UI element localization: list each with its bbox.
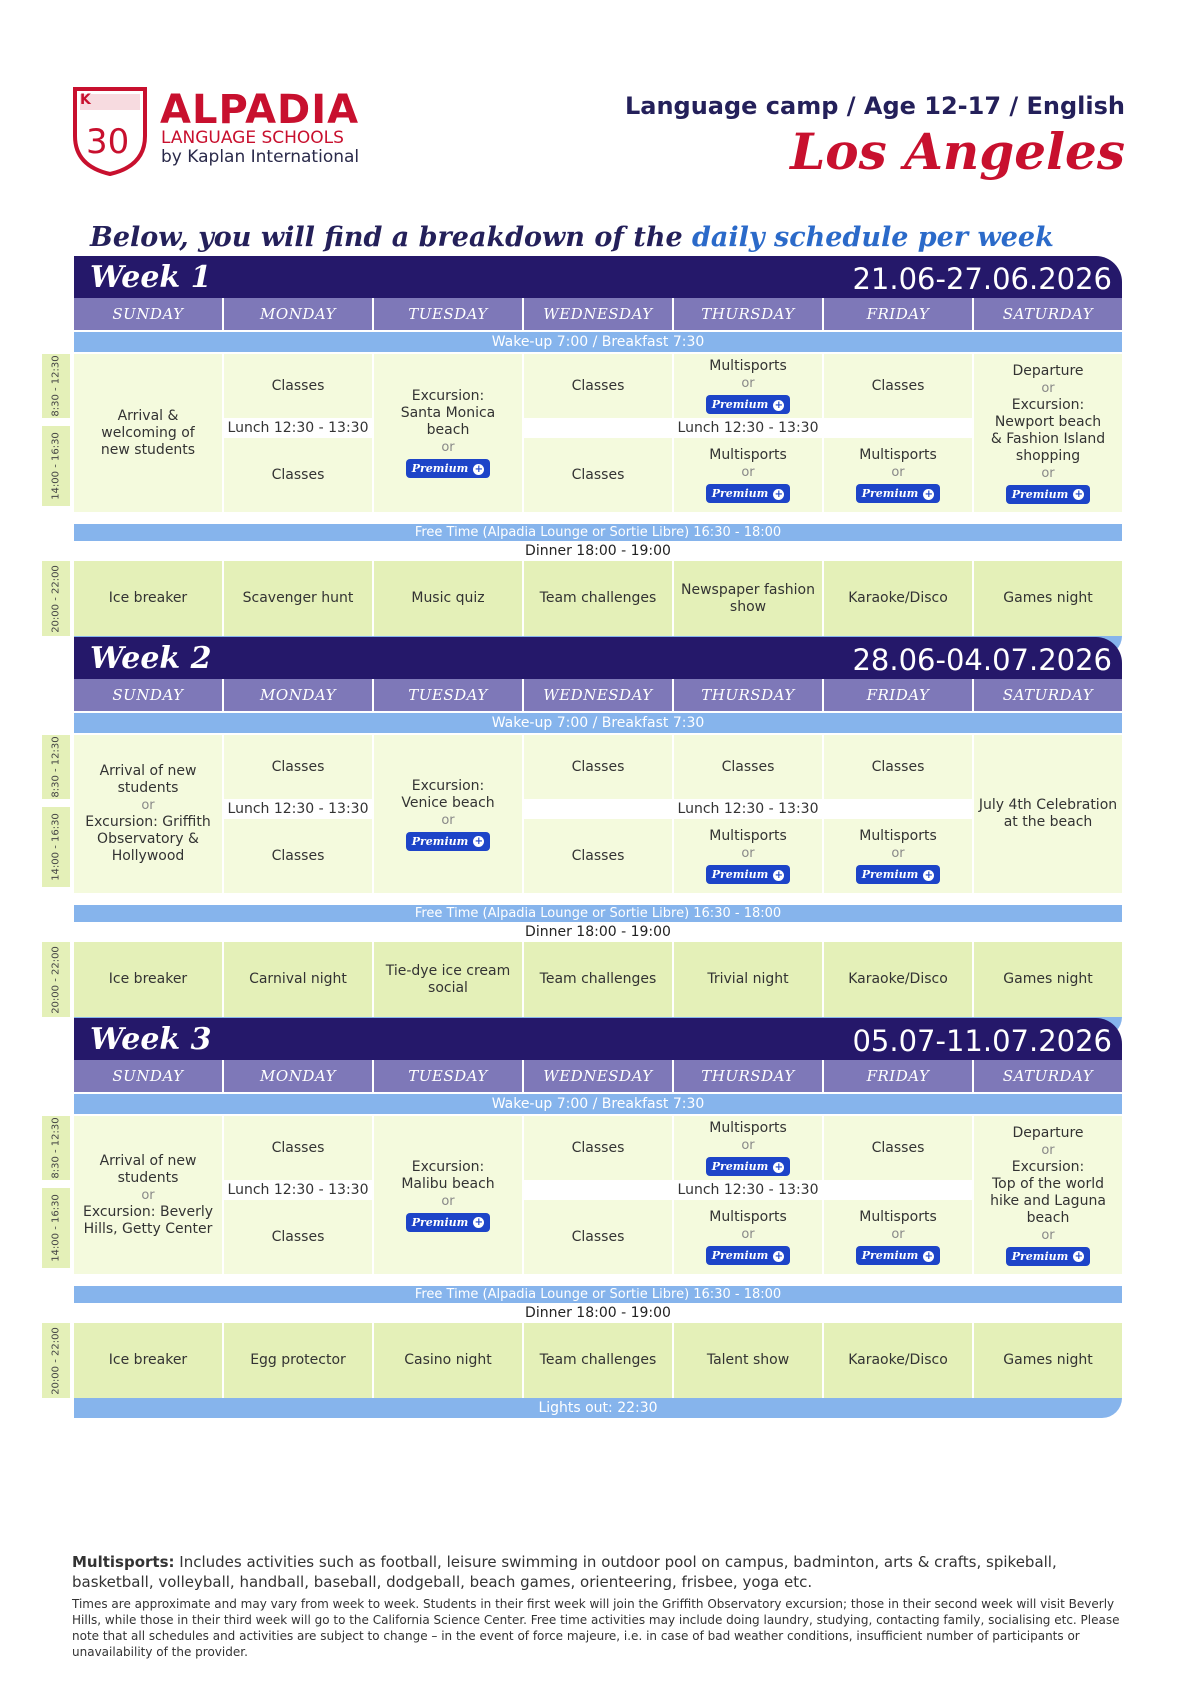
day-header-wednesday: WEDNESDAY xyxy=(524,1060,672,1092)
thursday-pm-cell xyxy=(674,819,822,893)
multisports-label: Multisports xyxy=(709,1120,787,1136)
day-header-thursday: THURSDAY xyxy=(674,1060,822,1092)
saturday-line: Top of the world xyxy=(992,1175,1104,1192)
monday-pm-cell xyxy=(224,819,372,893)
sunday-line: Hollywood xyxy=(111,848,185,864)
multisports-label: Multisports xyxy=(859,447,937,463)
classes-label: Classes xyxy=(271,466,325,483)
premium-badge[interactable] xyxy=(706,1246,791,1265)
plus-icon: + xyxy=(474,1217,483,1228)
lunch-label: Lunch 12:30 - 13:30 xyxy=(227,1182,369,1198)
day-header-sunday: SUNDAY xyxy=(74,1060,222,1092)
premium-label: Premium xyxy=(711,398,769,411)
evening-activity: Trivial night xyxy=(674,942,822,1017)
classes-label: Classes xyxy=(271,377,325,394)
plus-icon: + xyxy=(924,488,933,500)
premium-label: Premium xyxy=(411,462,469,475)
saturday-line: Excursion: xyxy=(1011,396,1085,413)
tuesday-line: Venice beach xyxy=(401,794,495,811)
or-label: or xyxy=(741,1227,755,1242)
free-time-band: Free Time (Alpadia Lounge or Sortie Libre) 16:30 - 18:00 xyxy=(74,524,1122,541)
day-header-monday: MONDAY xyxy=(224,1060,372,1092)
day-header-saturday: SATURDAY xyxy=(974,679,1122,711)
city-title: Los Angeles xyxy=(790,122,1125,181)
premium-badge[interactable] xyxy=(706,484,791,503)
fine-print: Times are approximate and may vary from week to week. Students in their first week will join the Griffith Observatory excursion; those in their second week will visit Beverly Hills, while those in their third week will go to the California Science Center. Free time activities may include doing laundry, studying, contacting family, socialising etc. Please note that all schedules and activities are subject to change – in the event of force majeure, i.e. in case of bad weather conditions, insufficient number of participants or unavailability of the provider. xyxy=(72,1597,1120,1659)
week-title: Week 2 xyxy=(90,641,212,676)
time-text: 8:30 - 12:30 xyxy=(50,736,62,798)
logo-byline: by Kaplan International xyxy=(161,147,360,167)
lunch-label: Lunch 12:30 - 13:30 xyxy=(677,801,819,817)
multisports-note xyxy=(72,1552,1122,1592)
premium-label: Premium xyxy=(861,868,919,881)
evening-activity: Team challenges xyxy=(524,561,672,636)
or-label: or xyxy=(891,1227,905,1242)
wednesday-am-cell xyxy=(524,1116,672,1180)
week-title: Week 1 xyxy=(90,260,212,295)
week-dates: 28.06-04.07.2026 xyxy=(852,643,1112,677)
dinner-label: Dinner 18:00 - 19:00 xyxy=(525,543,671,559)
plus-icon: + xyxy=(774,869,783,881)
friday-am-cell xyxy=(824,735,972,799)
wednesday-am-cell xyxy=(524,354,672,418)
or-label: or xyxy=(1041,1227,1055,1243)
lunch-label: Lunch 12:30 - 13:30 xyxy=(677,420,819,436)
time-label xyxy=(42,426,70,506)
time-text: 20:00 - 22:00 xyxy=(50,564,62,633)
premium-badge[interactable] xyxy=(706,865,791,884)
intro-heading xyxy=(90,222,1054,253)
wednesday-am-cell xyxy=(524,735,672,799)
saturday-cell xyxy=(974,735,1122,893)
logo-brand: ALPADIA xyxy=(160,87,360,133)
day-header-friday: FRIDAY xyxy=(824,679,972,711)
monday-am-cell xyxy=(224,1116,372,1180)
classes-label: Classes xyxy=(871,1139,925,1156)
premium-badge[interactable] xyxy=(406,1213,491,1232)
evening-row xyxy=(74,561,1122,636)
classes-label: Classes xyxy=(721,758,775,775)
sunday-line: new students xyxy=(100,441,196,458)
friday-am-cell xyxy=(824,354,972,418)
wake-up-band: Wake-up 7:00 / Breakfast 7:30 xyxy=(74,1094,1122,1114)
day-headers xyxy=(74,679,1122,711)
saturday-line: shopping xyxy=(1015,447,1081,464)
logo-tagline: LANGUAGE SCHOOLS xyxy=(161,128,344,148)
sunday-line: Observatory & xyxy=(97,831,199,847)
premium-badge[interactable] xyxy=(856,865,941,884)
sunday-line: Excursion: Griffith xyxy=(85,814,211,830)
time-label xyxy=(42,1116,70,1180)
evening-activity: Newspaper fashion show xyxy=(674,561,822,636)
tuesday-line: Excursion: xyxy=(411,388,485,404)
free-time-band: Free Time (Alpadia Lounge or Sortie Libre) 16:30 - 18:00 xyxy=(74,905,1122,922)
day-header-monday: MONDAY xyxy=(224,679,372,711)
premium-label: Premium xyxy=(411,1215,469,1229)
saturday-cell xyxy=(974,1116,1122,1274)
evening-row xyxy=(74,1323,1122,1398)
evening-activity: Games night xyxy=(974,561,1122,636)
week-2 xyxy=(42,637,1122,1039)
or-label: or xyxy=(741,376,755,391)
day-header-sunday: SUNDAY xyxy=(74,298,222,330)
footnotes xyxy=(72,1552,1122,1660)
friday-am-cell xyxy=(824,1116,972,1180)
or-label: or xyxy=(741,1138,755,1153)
friday-pm-cell xyxy=(824,438,972,512)
time-text: 8:30 - 12:30 xyxy=(50,355,62,417)
saturday-line: Departure xyxy=(1012,1124,1084,1141)
wednesday-pm-cell xyxy=(524,819,672,893)
tuesday-line: Excursion: xyxy=(411,1158,485,1175)
premium-badge[interactable] xyxy=(856,1246,941,1265)
plus-icon: + xyxy=(474,836,483,847)
plus-icon: + xyxy=(774,399,783,411)
time-text: 14:00 - 16:30 xyxy=(50,813,62,881)
tuesday-line: Santa Monica xyxy=(400,405,496,421)
wake-up-band: Wake-up 7:00 / Breakfast 7:30 xyxy=(74,713,1122,733)
thursday-am-cell xyxy=(674,735,822,799)
multisports-label: Multisports xyxy=(859,1209,937,1225)
multisports-label: Multisports xyxy=(709,358,787,374)
lunch-label: Lunch 12:30 - 13:30 xyxy=(227,420,369,436)
tuesday-excursion-cell xyxy=(374,735,522,893)
wednesday-pm-cell xyxy=(524,438,672,512)
week-1 xyxy=(42,256,1122,658)
plus-icon: + xyxy=(924,1250,933,1262)
saturday-line: Newport beach xyxy=(994,413,1102,430)
week-dates: 05.07-11.07.2026 xyxy=(852,1024,1112,1058)
premium-label: Premium xyxy=(711,1160,769,1173)
friday-pm-cell xyxy=(824,819,972,893)
friday-pm-cell xyxy=(824,1200,972,1274)
time-label xyxy=(42,942,70,1017)
day-header-thursday: THURSDAY xyxy=(674,679,822,711)
premium-label: Premium xyxy=(711,1249,769,1262)
or-label: or xyxy=(441,1193,455,1209)
lunch-label: Lunch 12:30 - 13:30 xyxy=(227,801,369,817)
time-label xyxy=(42,807,70,887)
premium-label: Premium xyxy=(861,1249,919,1262)
day-headers xyxy=(74,1060,1122,1092)
multisports-text: Includes activities such as football, leisure swimming in outdoor pool on campus, badminton, arts & crafts, spikeball, basketball, volleyball, handball, baseball, dodgeball, beach games, orienteering, frisbee, yoga etc. xyxy=(72,1553,1057,1591)
tuesday-line: Excursion: xyxy=(411,777,485,794)
evening-activity: Ice breaker xyxy=(74,1323,222,1398)
premium-label: Premium xyxy=(861,487,919,500)
week-header xyxy=(74,256,1122,298)
schedule-grid xyxy=(74,354,1122,522)
evening-activity: Music quiz xyxy=(374,561,522,636)
premium-badge[interactable] xyxy=(406,459,491,478)
or-label: or xyxy=(1041,380,1055,396)
evening-activity: Tie-dye ice cream social xyxy=(374,942,522,1017)
evening-activity: Karaoke/Disco xyxy=(824,561,972,636)
evening-activity: Karaoke/Disco xyxy=(824,1323,972,1398)
time-text: 8:30 - 12:30 xyxy=(50,1117,62,1179)
sunday-line: Arrival & xyxy=(117,407,179,424)
evening-activity: Games night xyxy=(974,1323,1122,1398)
evening-activity: Scavenger hunt xyxy=(224,561,372,636)
evening-activity: Karaoke/Disco xyxy=(824,942,972,1017)
day-header-sunday: SUNDAY xyxy=(74,679,222,711)
premium-badge[interactable] xyxy=(406,832,491,851)
plus-icon: + xyxy=(474,463,483,475)
classes-label: Classes xyxy=(571,1228,625,1245)
schedule-grid xyxy=(74,735,1122,903)
day-header-thursday: THURSDAY xyxy=(674,298,822,330)
dinner-label: Dinner 18:00 - 19:00 xyxy=(525,1305,671,1321)
lunch-label: Lunch 12:30 - 13:30 xyxy=(677,1182,819,1198)
plus-icon: + xyxy=(924,869,933,881)
week-dates: 21.06-27.06.2026 xyxy=(852,262,1112,296)
time-label xyxy=(42,561,70,636)
sunday-line: students xyxy=(117,780,179,796)
time-label xyxy=(42,354,70,418)
evening-activity: Ice breaker xyxy=(74,561,222,636)
or-label: or xyxy=(891,846,905,861)
multisports-label: Multisports xyxy=(709,1209,787,1225)
time-text: 14:00 - 16:30 xyxy=(50,1194,62,1262)
monday-pm-cell xyxy=(224,1200,372,1274)
or-label: or xyxy=(441,440,455,455)
classes-label: Classes xyxy=(271,847,325,864)
evening-row xyxy=(74,942,1122,1017)
evening-activity: Games night xyxy=(974,942,1122,1017)
evening-activity: Carnival night xyxy=(224,942,372,1017)
week-header xyxy=(74,1018,1122,1060)
time-text: 20:00 - 22:00 xyxy=(50,945,62,1014)
or-label: or xyxy=(141,1187,155,1203)
sunday-line: Arrival of new xyxy=(99,763,197,779)
premium-label: Premium xyxy=(411,834,469,848)
sunday-line: Hills, Getty Center xyxy=(83,1220,213,1237)
sunday-cell xyxy=(74,1116,222,1274)
saturday-line: Departure xyxy=(1012,362,1084,379)
tuesday-line: Malibu beach xyxy=(401,1175,495,1192)
plus-icon: + xyxy=(1074,1251,1083,1262)
plus-icon: + xyxy=(774,488,783,500)
thursday-pm-cell xyxy=(674,438,822,512)
wednesday-pm-cell xyxy=(524,1200,672,1274)
or-label: or xyxy=(1041,1142,1055,1158)
evening-activity: Talent show xyxy=(674,1323,822,1398)
wake-up-band: Wake-up 7:00 / Breakfast 7:30 xyxy=(74,332,1122,352)
classes-label: Classes xyxy=(271,758,325,775)
logo-30-number: 30 xyxy=(86,122,130,162)
multisports-label: Multisports xyxy=(709,828,787,844)
plus-icon: + xyxy=(774,1250,783,1262)
evening-activity: Ice breaker xyxy=(74,942,222,1017)
multisports-label: Multisports xyxy=(709,447,787,463)
multisports-label: Multisports: xyxy=(72,1553,175,1571)
sunday-line: Excursion: Beverly xyxy=(82,1203,214,1220)
logo-k-letter: K xyxy=(80,92,91,108)
saturday-line: July 4th Celebration xyxy=(978,797,1118,813)
intro-prefix: Below, you will find a breakdown of the xyxy=(90,222,693,253)
lights-out-band: Lights out: 22:30 xyxy=(74,1398,1122,1418)
day-header-tuesday: TUESDAY xyxy=(374,1060,522,1092)
classes-label: Classes xyxy=(271,1228,325,1245)
plus-icon: + xyxy=(774,1161,783,1173)
tuesday-excursion-cell xyxy=(374,1116,522,1274)
sunday-line: students xyxy=(117,1169,179,1186)
evening-activity: Egg protector xyxy=(224,1323,372,1398)
alpadia-logo xyxy=(72,86,372,182)
classes-label: Classes xyxy=(571,847,625,864)
week-header xyxy=(74,637,1122,679)
premium-badge[interactable] xyxy=(856,484,941,503)
time-text: 20:00 - 22:00 xyxy=(50,1326,62,1395)
tuesday-line: beach xyxy=(426,422,470,438)
day-header-wednesday: WEDNESDAY xyxy=(524,298,672,330)
monday-am-cell xyxy=(224,735,372,799)
premium-label: Premium xyxy=(1011,487,1069,501)
schedule-grid xyxy=(74,1116,1122,1284)
or-label: or xyxy=(891,465,905,480)
day-header-friday: FRIDAY xyxy=(824,298,972,330)
time-label xyxy=(42,1188,70,1268)
classes-label: Classes xyxy=(871,758,925,775)
evening-activity: Casino night xyxy=(374,1323,522,1398)
sunday-line: Arrival of new xyxy=(99,1152,197,1169)
time-text: 14:00 - 16:30 xyxy=(50,432,62,500)
or-label: or xyxy=(441,812,455,828)
multisports-label: Multisports xyxy=(859,828,937,844)
intro-highlight: daily schedule per week xyxy=(692,222,1054,253)
thursday-am-cell xyxy=(674,1116,822,1180)
day-header-saturday: SATURDAY xyxy=(974,1060,1122,1092)
evening-activity: Team challenges xyxy=(524,1323,672,1398)
classes-label: Classes xyxy=(571,1139,625,1156)
saturday-cell xyxy=(974,354,1122,512)
premium-badge[interactable] xyxy=(1006,1247,1091,1266)
sunday-cell xyxy=(74,735,222,893)
evening-activity: Team challenges xyxy=(524,942,672,1017)
time-label xyxy=(42,735,70,799)
day-header-tuesday: TUESDAY xyxy=(374,298,522,330)
classes-label: Classes xyxy=(571,377,625,394)
or-label: or xyxy=(1041,465,1055,481)
day-header-monday: MONDAY xyxy=(224,298,372,330)
premium-label: Premium xyxy=(1011,1249,1069,1263)
monday-pm-cell xyxy=(224,438,372,512)
saturday-line: beach xyxy=(1026,1209,1070,1226)
classes-label: Classes xyxy=(271,1139,325,1156)
saturday-line: hike and Laguna xyxy=(990,1192,1106,1209)
classes-label: Classes xyxy=(571,758,625,775)
thursday-pm-cell xyxy=(674,1200,822,1274)
day-header-saturday: SATURDAY xyxy=(974,298,1122,330)
classes-label: Classes xyxy=(871,377,925,394)
or-label: or xyxy=(741,846,755,861)
sunday-line: welcoming of xyxy=(101,424,195,441)
premium-badge[interactable] xyxy=(706,1157,791,1176)
free-time-band: Free Time (Alpadia Lounge or Sortie Libre) 16:30 - 18:00 xyxy=(74,1286,1122,1303)
premium-label: Premium xyxy=(711,868,769,881)
day-header-wednesday: WEDNESDAY xyxy=(524,679,672,711)
day-header-friday: FRIDAY xyxy=(824,1060,972,1092)
sunday-cell xyxy=(74,354,222,512)
week-3 xyxy=(42,1018,1122,1420)
premium-badge[interactable] xyxy=(1006,485,1091,504)
dinner-label: Dinner 18:00 - 19:00 xyxy=(525,924,671,940)
or-label: or xyxy=(141,798,155,813)
or-label: or xyxy=(741,465,755,480)
header-right xyxy=(625,92,1125,180)
classes-label: Classes xyxy=(571,466,625,483)
day-header-tuesday: TUESDAY xyxy=(374,679,522,711)
time-label xyxy=(42,1323,70,1398)
day-headers xyxy=(74,298,1122,330)
tuesday-excursion-cell xyxy=(374,354,522,512)
premium-label: Premium xyxy=(711,487,769,500)
plus-icon: + xyxy=(1074,489,1083,500)
saturday-line: Excursion: xyxy=(1011,1158,1085,1175)
week-title: Week 3 xyxy=(90,1022,212,1057)
saturday-line: & Fashion Island xyxy=(990,430,1106,447)
camp-description: Language camp / Age 12-17 / English xyxy=(624,92,1125,120)
monday-am-cell xyxy=(224,354,372,418)
thursday-am-cell xyxy=(674,354,822,418)
saturday-line: at the beach xyxy=(1003,814,1093,830)
premium-badge[interactable] xyxy=(706,395,791,414)
